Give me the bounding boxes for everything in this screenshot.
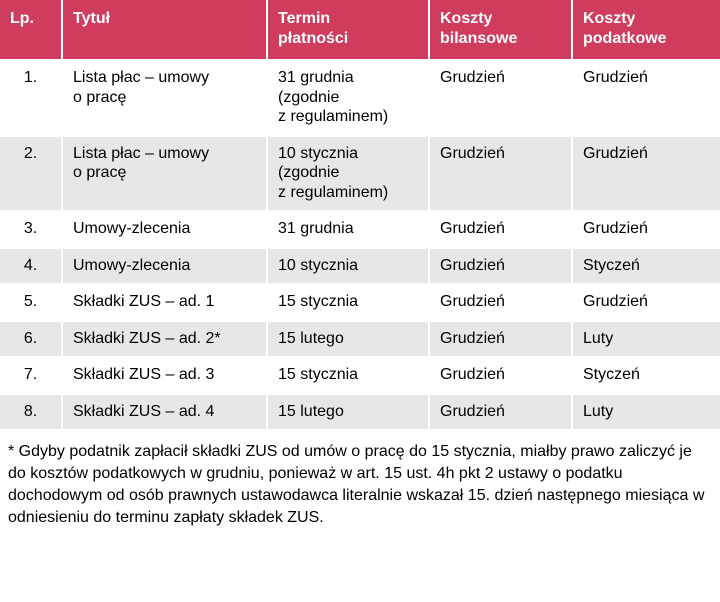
row-number: 4. bbox=[0, 248, 62, 285]
row-payment-term bbox=[267, 248, 429, 285]
row-title bbox=[62, 321, 267, 358]
row-number: 6. bbox=[0, 321, 62, 358]
row-number: 2. bbox=[0, 136, 62, 212]
row-number: 8. bbox=[0, 394, 62, 431]
row-payment-term bbox=[267, 394, 429, 431]
column-header-title bbox=[62, 0, 267, 60]
row-title-line-1: Lista płac – umowy bbox=[73, 144, 210, 162]
row-title-line-2: o pracę bbox=[73, 88, 127, 106]
row-title bbox=[62, 211, 267, 248]
row-title-line-1: Lista płac – umowy bbox=[73, 69, 210, 87]
row-number: 3. bbox=[0, 211, 62, 248]
row-tax-cost: Styczeń bbox=[572, 248, 720, 285]
table-row bbox=[0, 394, 720, 431]
row-payment-term-line-2: (zgodnie bbox=[278, 88, 340, 106]
table-row bbox=[0, 357, 720, 394]
row-balance-cost: Grudzień bbox=[429, 321, 572, 358]
row-payment-term-line-2: (zgodnie bbox=[278, 164, 340, 182]
row-payment-term-line-1: 15 lutego bbox=[278, 402, 344, 420]
table-row bbox=[0, 248, 720, 285]
row-payment-term bbox=[267, 136, 429, 212]
column-header-payment-term-line-1: Termin bbox=[278, 10, 331, 27]
row-payment-term-line-1: 15 stycznia bbox=[278, 366, 359, 384]
row-number: 5. bbox=[0, 284, 62, 321]
column-header-tax-costs-line-2: podatkowe bbox=[583, 29, 667, 47]
row-title bbox=[62, 60, 267, 136]
table-row bbox=[0, 321, 720, 358]
column-header-balance-costs bbox=[429, 0, 572, 60]
row-payment-term-line-3: z regulaminem) bbox=[278, 108, 389, 126]
column-header-balance-costs-line-1: Koszty bbox=[440, 10, 493, 27]
row-payment-term-line-3: z regulaminem) bbox=[278, 183, 389, 201]
row-title-line-1: Składki ZUS – ad. 2* bbox=[73, 329, 221, 347]
row-payment-term bbox=[267, 321, 429, 358]
row-title-line-1: Umowy-zlecenia bbox=[73, 256, 191, 274]
row-tax-cost: Luty bbox=[572, 321, 720, 358]
row-tax-cost: Luty bbox=[572, 394, 720, 431]
column-header-lp bbox=[0, 0, 62, 60]
row-title-line-1: Składki ZUS – ad. 1 bbox=[73, 293, 215, 311]
column-header-balance-costs-line-2: bilansowe bbox=[440, 29, 518, 47]
table-row bbox=[0, 60, 720, 136]
row-payment-term-line-1: 10 stycznia bbox=[278, 144, 359, 162]
row-title bbox=[62, 136, 267, 212]
row-tax-cost: Grudzień bbox=[572, 284, 720, 321]
row-title-line-1: Umowy-zlecenia bbox=[73, 220, 191, 238]
table-row bbox=[0, 284, 720, 321]
row-title bbox=[62, 284, 267, 321]
column-header-payment-term-line-2: płatności bbox=[278, 29, 349, 47]
row-balance-cost: Grudzień bbox=[429, 211, 572, 248]
row-balance-cost: Grudzień bbox=[429, 60, 572, 136]
column-header-lp-line-1: Lp. bbox=[10, 10, 34, 27]
row-tax-cost: Grudzień bbox=[572, 60, 720, 136]
row-tax-cost: Grudzień bbox=[572, 136, 720, 212]
row-title-line-2: o pracę bbox=[73, 164, 127, 182]
table-body bbox=[0, 60, 720, 430]
row-payment-term bbox=[267, 60, 429, 136]
row-tax-cost: Styczeń bbox=[572, 357, 720, 394]
table-header-row bbox=[0, 0, 720, 60]
row-payment-term bbox=[267, 357, 429, 394]
row-number: 1. bbox=[0, 60, 62, 136]
table-header bbox=[0, 0, 720, 60]
row-title bbox=[62, 394, 267, 431]
row-title bbox=[62, 357, 267, 394]
row-payment-term-line-1: 15 lutego bbox=[278, 329, 344, 347]
row-balance-cost: Grudzień bbox=[429, 136, 572, 212]
row-payment-term-line-1: 10 stycznia bbox=[278, 256, 359, 274]
row-balance-cost: Grudzień bbox=[429, 284, 572, 321]
row-balance-cost: Grudzień bbox=[429, 394, 572, 431]
column-header-title-line-1: Tytuł bbox=[73, 10, 111, 27]
row-payment-term-line-1: 15 stycznia bbox=[278, 293, 359, 311]
row-title-line-1: Składki ZUS – ad. 4 bbox=[73, 402, 215, 420]
column-header-tax-costs bbox=[572, 0, 720, 60]
row-payment-term bbox=[267, 211, 429, 248]
row-balance-cost: Grudzień bbox=[429, 357, 572, 394]
row-tax-cost: Grudzień bbox=[572, 211, 720, 248]
table-row bbox=[0, 136, 720, 212]
row-title bbox=[62, 248, 267, 285]
footnote-text: * Gdyby podatnik zapłacił składki ZUS od umów o pracę do 15 stycznia, miałby prawo zaliczyć je do kosztów podatkowych w grudniu, ponieważ w art. 15 ust. 4h pkt 2 ustawy o podatku dochodowym od osób prawnych ustawodawca literalnie wskazał 15. dzień następnego miesiąca w odniesieniu do terminu zapłaty składek ZUS. bbox=[8, 443, 705, 527]
column-header-payment-term bbox=[267, 0, 429, 60]
row-title-line-1: Składki ZUS – ad. 3 bbox=[73, 366, 215, 384]
footnote bbox=[0, 431, 720, 537]
row-number: 7. bbox=[0, 357, 62, 394]
table-row bbox=[0, 211, 720, 248]
column-header-tax-costs-line-1: Koszty bbox=[583, 10, 636, 27]
row-payment-term bbox=[267, 284, 429, 321]
row-payment-term-line-1: 31 grudnia bbox=[278, 220, 354, 238]
row-balance-cost: Grudzień bbox=[429, 248, 572, 285]
row-payment-term-line-1: 31 grudnia bbox=[278, 69, 354, 87]
